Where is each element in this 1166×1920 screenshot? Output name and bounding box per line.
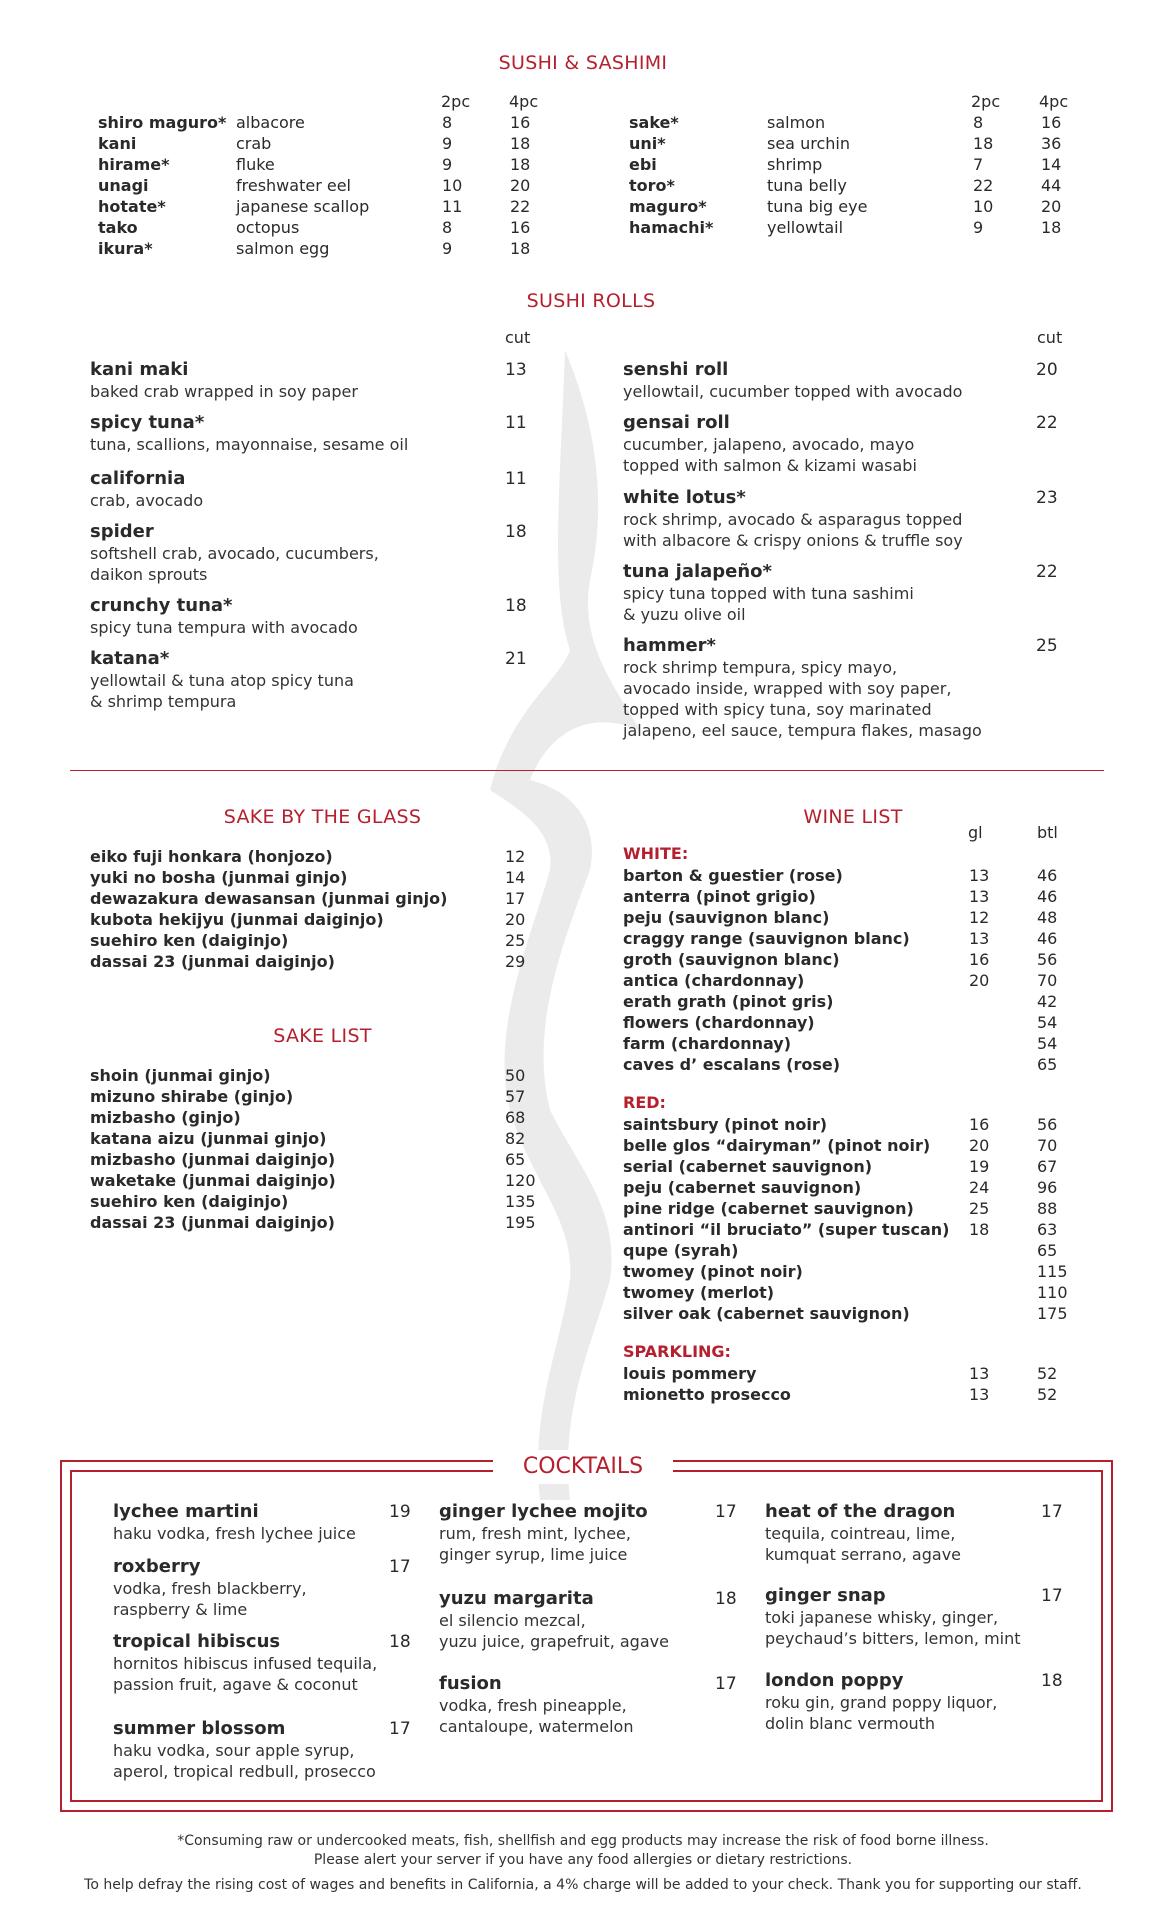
cocktail-description: el silencio mezcal, yuzu juice, grapefruit, agave xyxy=(439,1611,669,1651)
roll-description: rock shrimp tempura, spicy mayo, avocado inside, wrapped with soy paper, topped with spicy tuna, soy marinated jalapeno, eel sauce, tempura flakes, masago xyxy=(623,658,982,740)
cocktail-description: toki japanese whisky, ginger, peychaud’s bitters, lemon, mint xyxy=(765,1608,1021,1648)
item-price: 25 xyxy=(505,931,526,950)
price-4pc: 14 xyxy=(1041,155,1062,174)
wine-name: groth (sauvignon blanc) xyxy=(623,950,840,969)
col-2pc-right: 2pc xyxy=(971,92,1001,111)
item-english-name: japanese scallop xyxy=(236,197,370,216)
list-row xyxy=(90,951,550,972)
list-row xyxy=(90,1191,550,1212)
wine-sparkling-heading: SPARKLING: xyxy=(623,1342,731,1361)
wine-row xyxy=(623,886,1083,907)
wine-glass-price: 13 xyxy=(969,887,990,906)
wine-bottle-price: 56 xyxy=(1037,1115,1058,1134)
item-price: 120 xyxy=(505,1171,536,1190)
roll-price: 25 xyxy=(1036,636,1058,656)
wine-name: silver oak (cabernet sauvignon) xyxy=(623,1304,910,1323)
wine-name: pine ridge (cabernet sauvignon) xyxy=(623,1199,914,1218)
wine-white-heading: WHITE: xyxy=(623,844,689,863)
wine-glass-price: 20 xyxy=(969,971,990,990)
price-2pc: 22 xyxy=(973,176,994,195)
item-english-name: freshwater eel xyxy=(236,176,351,195)
wine-bottle-price: 96 xyxy=(1037,1178,1058,1197)
item-name: waketake (junmai daiginjo) xyxy=(90,1171,336,1190)
price-2pc: 9 xyxy=(973,218,984,237)
sashimi-item xyxy=(629,112,1109,133)
wine-bottle-price: 110 xyxy=(1037,1283,1068,1302)
price-2pc: 8 xyxy=(973,113,984,132)
item-japanese-name: hamachi* xyxy=(629,218,714,237)
roll-description: spicy tuna topped with tuna sashimi & yuzu olive oil xyxy=(623,584,914,624)
item-name: mizbasho (junmai daiginjo) xyxy=(90,1150,336,1169)
item-japanese-name: tako xyxy=(98,218,138,237)
wine-name: twomey (merlot) xyxy=(623,1283,775,1302)
roll-description: cucumber, jalapeno, avocado, mayo topped with salmon & kizami wasabi xyxy=(623,435,917,475)
wine-glass-price: 13 xyxy=(969,1385,990,1404)
cocktail-item xyxy=(439,1673,739,1737)
item-price: 50 xyxy=(505,1066,526,1085)
wine-bottle-price: 115 xyxy=(1037,1262,1068,1281)
col-btl: btl xyxy=(1037,823,1058,842)
cocktail-price: 17 xyxy=(389,1557,411,1577)
wine-row xyxy=(623,1240,1083,1261)
price-4pc: 44 xyxy=(1041,176,1062,195)
wine-row xyxy=(623,970,1083,991)
cocktail-item xyxy=(113,1501,413,1544)
item-english-name: salmon xyxy=(767,113,826,132)
cocktail-name: fusion xyxy=(439,1673,502,1694)
wine-row xyxy=(623,1261,1083,1282)
col-gl: gl xyxy=(968,823,983,842)
col-4pc-right: 4pc xyxy=(1039,92,1069,111)
item-english-name: fluke xyxy=(236,155,275,174)
wine-glass-price: 13 xyxy=(969,866,990,885)
roll-name: katana* xyxy=(90,648,170,669)
roll-name: crunchy tuna* xyxy=(90,595,233,616)
price-4pc: 36 xyxy=(1041,134,1062,153)
list-row xyxy=(90,1065,550,1086)
item-english-name: shrimp xyxy=(767,155,823,174)
price-4pc: 20 xyxy=(510,176,531,195)
wine-bottle-price: 48 xyxy=(1037,908,1058,927)
roll-item xyxy=(623,561,1143,625)
roll-item xyxy=(90,521,610,585)
wine-row xyxy=(623,991,1083,1012)
item-price: 20 xyxy=(505,910,526,929)
item-price: 65 xyxy=(505,1150,526,1169)
wine-row xyxy=(623,1054,1083,1075)
item-name: yuki no bosha (junmai ginjo) xyxy=(90,868,348,887)
item-name: suehiro ken (daiginjo) xyxy=(90,1192,289,1211)
roll-price: 22 xyxy=(1036,562,1058,582)
wine-row xyxy=(623,928,1083,949)
wine-row xyxy=(623,1363,1083,1384)
sake-list-title: SAKE LIST xyxy=(273,1025,372,1047)
item-name: mizuno shirabe (ginjo) xyxy=(90,1087,294,1106)
item-name: dewazakura dewasansan (junmai ginjo) xyxy=(90,889,448,908)
wine-name: mionetto prosecco xyxy=(623,1385,791,1404)
sashimi-item xyxy=(98,112,578,133)
item-english-name: tuna belly xyxy=(767,176,847,195)
price-4pc: 18 xyxy=(510,239,531,258)
sashimi-item xyxy=(98,196,578,217)
roll-name: spicy tuna* xyxy=(90,412,205,433)
roll-price: 18 xyxy=(505,596,527,616)
list-row xyxy=(90,909,550,930)
item-english-name: sea urchin xyxy=(767,134,850,153)
sashimi-item xyxy=(629,175,1109,196)
wine-row xyxy=(623,865,1083,886)
item-japanese-name: sake* xyxy=(629,113,679,132)
wine-bottle-price: 63 xyxy=(1037,1220,1058,1239)
roll-price: 11 xyxy=(505,413,527,433)
wine-bottle-price: 52 xyxy=(1037,1364,1058,1383)
list-row xyxy=(90,1212,550,1233)
list-row xyxy=(90,1149,550,1170)
roll-description: crab, avocado xyxy=(90,491,204,510)
wine-glass-price: 16 xyxy=(969,1115,990,1134)
wine-glass-price: 20 xyxy=(969,1136,990,1155)
sashimi-item xyxy=(98,238,578,259)
cocktail-name: yuzu margarita xyxy=(439,1588,594,1609)
cocktail-description: vodka, fresh blackberry, raspberry & lime xyxy=(113,1579,307,1619)
roll-description: spicy tuna tempura with avocado xyxy=(90,618,358,637)
wine-name: peju (sauvignon blanc) xyxy=(623,908,830,927)
item-name: dassai 23 (junmai daiginjo) xyxy=(90,952,335,971)
wine-name: barton & guestier (rose) xyxy=(623,866,843,885)
price-2pc: 11 xyxy=(442,197,463,216)
cocktail-price: 17 xyxy=(1041,1586,1063,1606)
wine-row xyxy=(623,1156,1083,1177)
wine-name: flowers (chardonnay) xyxy=(623,1013,815,1032)
item-name: dassai 23 (junmai daiginjo) xyxy=(90,1213,335,1232)
roll-item xyxy=(623,412,1143,476)
cocktail-name: heat of the dragon xyxy=(765,1501,956,1522)
cocktail-description: haku vodka, sour apple syrup, aperol, tropical redbull, prosecco xyxy=(113,1741,376,1781)
cocktail-name: ginger snap xyxy=(765,1585,886,1606)
wine-name: louis pommery xyxy=(623,1364,757,1383)
cocktail-description: hornitos hibiscus infused tequila, passion fruit, agave & coconut xyxy=(113,1654,378,1694)
roll-price: 21 xyxy=(505,649,527,669)
price-2pc: 8 xyxy=(442,218,453,237)
wine-glass-price: 13 xyxy=(969,1364,990,1383)
roll-item xyxy=(623,487,1143,551)
roll-item xyxy=(90,595,610,638)
list-row xyxy=(90,846,550,867)
roll-item xyxy=(90,468,610,511)
price-2pc: 9 xyxy=(442,134,453,153)
sushi-rolls-title: SUSHI ROLLS xyxy=(526,290,656,312)
sashimi-item xyxy=(98,217,578,238)
roll-name: california xyxy=(90,468,186,489)
item-name: kubota hekijyu (junmai daiginjo) xyxy=(90,910,384,929)
wine-bottle-price: 46 xyxy=(1037,929,1058,948)
wine-row xyxy=(623,1219,1083,1240)
price-4pc: 16 xyxy=(510,218,531,237)
wine-name: serial (cabernet sauvignon) xyxy=(623,1157,873,1176)
wine-glass-price: 24 xyxy=(969,1178,990,1197)
sushi-sashimi-title: SUSHI & SASHIMI xyxy=(498,52,668,74)
roll-name: gensai roll xyxy=(623,412,730,433)
cocktail-price: 17 xyxy=(715,1674,737,1694)
wine-bottle-price: 88 xyxy=(1037,1199,1058,1218)
cocktail-description: rum, fresh mint, lychee, ginger syrup, lime juice xyxy=(439,1524,631,1564)
footer-disclaimer-1: *Consuming raw or undercooked meats, fish, shellfish and egg products may increase the risk of food borne illness. xyxy=(177,1833,989,1849)
item-name: mizbasho (ginjo) xyxy=(90,1108,241,1127)
roll-item xyxy=(90,412,610,455)
footer-service-charge: To help defray the rising cost of wages and benefits in California, a 4% charge will be added to your check. Thank you for supporting our staff. xyxy=(84,1877,1082,1893)
wine-bottle-price: 65 xyxy=(1037,1055,1058,1074)
price-4pc: 18 xyxy=(510,134,531,153)
item-english-name: tuna big eye xyxy=(767,197,868,216)
cocktail-name: ginger lychee mojito xyxy=(439,1501,648,1522)
cocktail-price: 17 xyxy=(715,1502,737,1522)
wine-row xyxy=(623,1135,1083,1156)
item-japanese-name: uni* xyxy=(629,134,666,153)
list-row xyxy=(90,1107,550,1128)
wine-bottle-price: 54 xyxy=(1037,1013,1058,1032)
item-price: 135 xyxy=(505,1192,536,1211)
item-price: 29 xyxy=(505,952,526,971)
wine-name: farm (chardonnay) xyxy=(623,1034,792,1053)
item-japanese-name: hotate* xyxy=(98,197,166,216)
price-4pc: 18 xyxy=(1041,218,1062,237)
wine-row xyxy=(623,907,1083,928)
wine-bottle-price: 65 xyxy=(1037,1241,1058,1260)
item-price: 68 xyxy=(505,1108,526,1127)
item-name: shoin (junmai ginjo) xyxy=(90,1066,271,1085)
cocktail-description: haku vodka, fresh lychee juice xyxy=(113,1524,356,1543)
item-english-name: yellowtail xyxy=(767,218,844,237)
wine-bottle-price: 175 xyxy=(1037,1304,1068,1323)
wine-row xyxy=(623,1033,1083,1054)
item-japanese-name: ikura* xyxy=(98,239,153,258)
price-4pc: 16 xyxy=(510,113,531,132)
price-4pc: 20 xyxy=(1041,197,1062,216)
list-row xyxy=(90,1086,550,1107)
wine-row xyxy=(623,1012,1083,1033)
item-price: 82 xyxy=(505,1129,526,1148)
wine-name: antinori “il bruciato” (super tuscan) xyxy=(623,1220,950,1239)
roll-description: yellowtail, cucumber topped with avocado xyxy=(623,382,963,401)
roll-name: senshi roll xyxy=(623,359,729,380)
cocktail-description: vodka, fresh pineapple, cantaloupe, watermelon xyxy=(439,1696,634,1736)
roll-name: spider xyxy=(90,521,154,542)
item-name: katana aizu (junmai ginjo) xyxy=(90,1129,327,1148)
roll-price: 22 xyxy=(1036,413,1058,433)
sashimi-item xyxy=(629,154,1109,175)
sashimi-item xyxy=(98,133,578,154)
roll-item xyxy=(623,635,1143,741)
roll-description: softshell crab, avocado, cucumbers, daikon sprouts xyxy=(90,544,379,584)
wine-row xyxy=(623,1177,1083,1198)
wine-bottle-price: 56 xyxy=(1037,950,1058,969)
wine-bottle-price: 70 xyxy=(1037,971,1058,990)
cocktail-name: roxberry xyxy=(113,1556,201,1577)
wine-name: belle glos “dairyman” (pinot noir) xyxy=(623,1136,931,1155)
footer-disclaimer-2: Please alert your server if you have any food allergies or dietary restrictions. xyxy=(313,1852,853,1868)
price-2pc: 18 xyxy=(973,134,994,153)
wine-row xyxy=(623,1114,1083,1135)
wine-name: anterra (pinot grigio) xyxy=(623,887,816,906)
cocktail-item xyxy=(113,1631,413,1695)
sashimi-item xyxy=(98,175,578,196)
col-cut-left: cut xyxy=(505,328,531,347)
wine-bottle-price: 67 xyxy=(1037,1157,1058,1176)
wine-name: peju (cabernet sauvignon) xyxy=(623,1178,862,1197)
wine-bottle-price: 54 xyxy=(1037,1034,1058,1053)
item-english-name: salmon egg xyxy=(236,239,330,258)
item-japanese-name: hirame* xyxy=(98,155,170,174)
roll-price: 11 xyxy=(505,469,527,489)
item-english-name: octopus xyxy=(236,218,300,237)
cocktail-name: tropical hibiscus xyxy=(113,1631,281,1652)
roll-name: tuna jalapeño* xyxy=(623,561,772,582)
cocktail-item xyxy=(765,1670,1065,1734)
wine-row xyxy=(623,1198,1083,1219)
item-price: 17 xyxy=(505,889,526,908)
cocktail-description: roku gin, grand poppy liquor, dolin blanc vermouth xyxy=(765,1693,998,1733)
item-english-name: albacore xyxy=(236,113,305,132)
price-4pc: 18 xyxy=(510,155,531,174)
roll-description: yellowtail & tuna atop spicy tuna & shrimp tempura xyxy=(90,671,354,711)
wine-list-title: WINE LIST xyxy=(803,806,903,828)
price-2pc: 7 xyxy=(973,155,984,174)
wine-name: caves d’ escalans (rose) xyxy=(623,1055,841,1074)
cocktail-price: 17 xyxy=(389,1719,411,1739)
cocktail-item xyxy=(765,1585,1065,1649)
wine-name: qupe (syrah) xyxy=(623,1241,739,1260)
price-2pc: 10 xyxy=(973,197,994,216)
sake-glass-title: SAKE BY THE GLASS xyxy=(223,806,422,828)
item-price: 195 xyxy=(505,1213,536,1232)
item-english-name: crab xyxy=(236,134,272,153)
list-row xyxy=(90,1128,550,1149)
sashimi-item xyxy=(629,133,1109,154)
roll-name: white lotus* xyxy=(623,487,746,508)
cocktail-name: summer blossom xyxy=(113,1718,286,1739)
col-2pc-left: 2pc xyxy=(441,92,471,111)
cocktail-price: 18 xyxy=(389,1632,411,1652)
cocktail-item xyxy=(765,1501,1065,1565)
roll-description: rock shrimp, avocado & asparagus topped with albacore & crispy onions & truffle soy xyxy=(623,510,963,550)
item-japanese-name: shiro maguro* xyxy=(98,113,227,132)
roll-description: baked crab wrapped in soy paper xyxy=(90,382,358,401)
wine-red-heading: RED: xyxy=(623,1093,666,1112)
wine-glass-price: 16 xyxy=(969,950,990,969)
roll-item xyxy=(90,648,610,712)
wine-bottle-price: 46 xyxy=(1037,887,1058,906)
cocktail-price: 19 xyxy=(389,1502,411,1522)
item-japanese-name: toro* xyxy=(629,176,675,195)
wine-row xyxy=(623,1384,1083,1405)
cocktail-name: lychee martini xyxy=(113,1501,259,1522)
price-2pc: 9 xyxy=(442,239,453,258)
roll-description: tuna, scallions, mayonnaise, sesame oil xyxy=(90,435,409,454)
item-name: suehiro ken (daiginjo) xyxy=(90,931,289,950)
cocktails-title: COCKTAILS xyxy=(493,1450,673,1484)
wine-row xyxy=(623,1303,1083,1324)
roll-price: 20 xyxy=(1036,360,1058,380)
roll-price: 18 xyxy=(505,522,527,542)
sashimi-item xyxy=(98,154,578,175)
item-price: 14 xyxy=(505,868,526,887)
cocktail-item xyxy=(439,1588,739,1652)
roll-name: hammer* xyxy=(623,635,716,656)
price-2pc: 10 xyxy=(442,176,463,195)
item-japanese-name: ebi xyxy=(629,155,657,174)
roll-item xyxy=(90,359,610,402)
list-row xyxy=(90,867,550,888)
item-name: eiko fuji honkara (honjozo) xyxy=(90,847,333,866)
cocktail-item xyxy=(113,1718,413,1782)
sashimi-item xyxy=(629,196,1109,217)
item-japanese-name: kani xyxy=(98,134,137,153)
price-4pc: 22 xyxy=(510,197,531,216)
cocktail-price: 17 xyxy=(1041,1502,1063,1522)
wine-name: craggy range (sauvignon blanc) xyxy=(623,929,910,948)
item-price: 12 xyxy=(505,847,526,866)
wine-glass-price: 19 xyxy=(969,1157,990,1176)
wine-glass-price: 25 xyxy=(969,1199,990,1218)
cocktail-item xyxy=(439,1501,739,1565)
wine-bottle-price: 52 xyxy=(1037,1385,1058,1404)
wine-glass-price: 13 xyxy=(969,929,990,948)
list-row xyxy=(90,888,550,909)
price-4pc: 16 xyxy=(1041,113,1062,132)
wine-row xyxy=(623,949,1083,970)
wine-name: erath grath (pinot gris) xyxy=(623,992,834,1011)
roll-item xyxy=(623,359,1143,402)
wine-glass-price: 12 xyxy=(969,908,990,927)
price-2pc: 9 xyxy=(442,155,453,174)
cocktail-price: 18 xyxy=(1041,1671,1063,1691)
wine-name: saintsbury (pinot noir) xyxy=(623,1115,828,1134)
cocktail-price: 18 xyxy=(715,1589,737,1609)
sashimi-item xyxy=(629,217,1109,238)
list-row xyxy=(90,930,550,951)
wine-bottle-price: 46 xyxy=(1037,866,1058,885)
item-price: 57 xyxy=(505,1087,526,1106)
wine-bottle-price: 70 xyxy=(1037,1136,1058,1155)
col-cut-right: cut xyxy=(1037,328,1063,347)
wine-name: antica (chardonnay) xyxy=(623,971,805,990)
item-japanese-name: maguro* xyxy=(629,197,707,216)
wine-bottle-price: 42 xyxy=(1037,992,1058,1011)
wine-row xyxy=(623,1282,1083,1303)
list-row xyxy=(90,1170,550,1191)
roll-price: 23 xyxy=(1036,488,1058,508)
col-4pc-left: 4pc xyxy=(509,92,539,111)
roll-price: 13 xyxy=(505,360,527,380)
cocktail-name: london poppy xyxy=(765,1670,904,1691)
wine-glass-price: 18 xyxy=(969,1220,990,1239)
roll-name: kani maki xyxy=(90,359,189,380)
item-japanese-name: unagi xyxy=(98,176,149,195)
cocktail-description: tequila, cointreau, lime, kumquat serrano, agave xyxy=(765,1524,961,1564)
price-2pc: 8 xyxy=(442,113,453,132)
wine-name: twomey (pinot noir) xyxy=(623,1262,803,1281)
cocktail-item xyxy=(113,1556,413,1620)
section-divider xyxy=(70,770,1104,771)
